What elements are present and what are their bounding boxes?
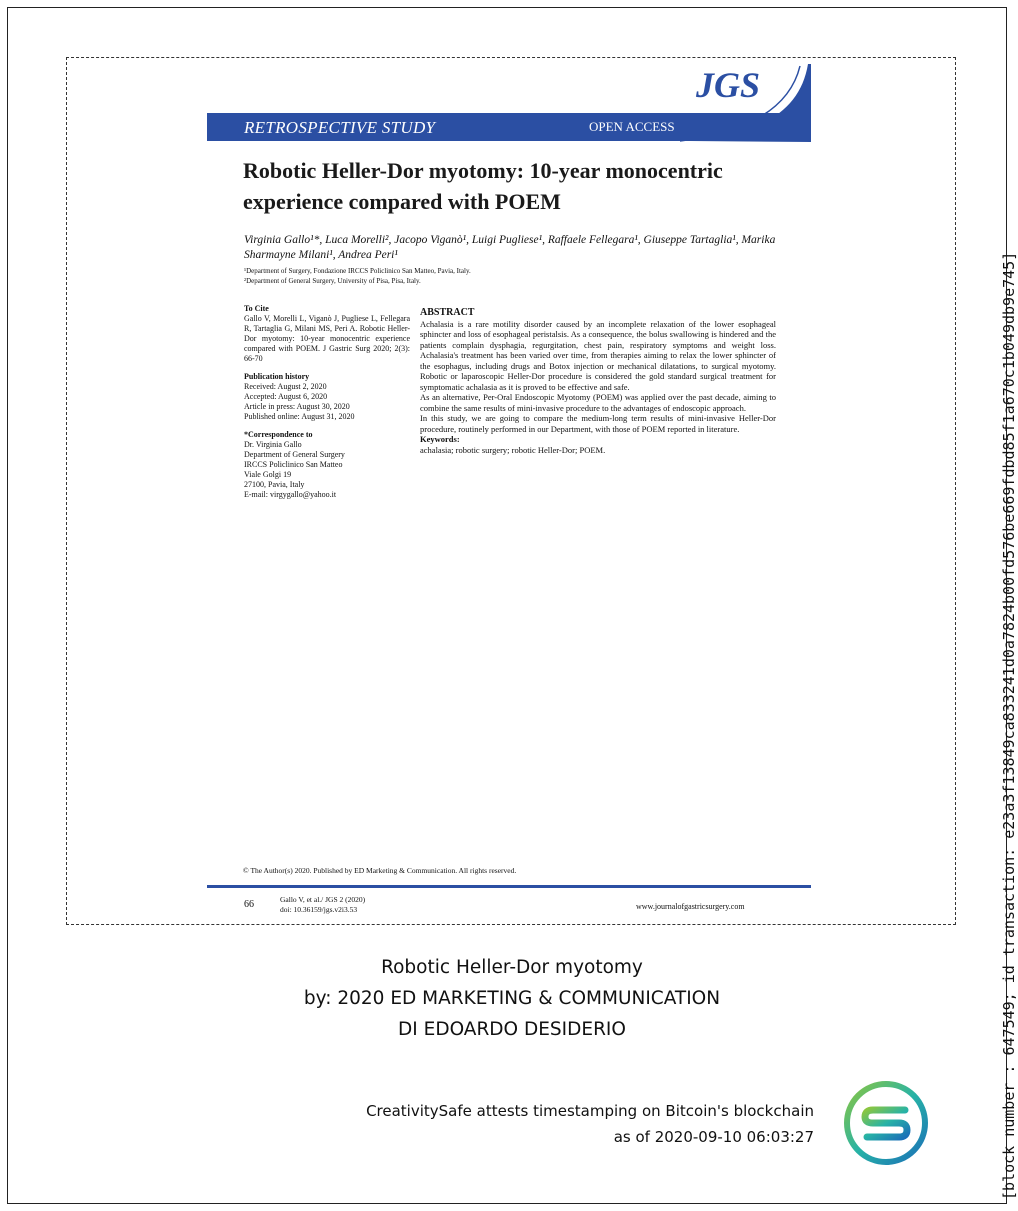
attestation-line: CreativitySafe attests timestamping on Bitcoin's blockchain	[366, 1102, 814, 1120]
journal-logo: JGS	[696, 65, 761, 105]
caption-owner-cont: DI EDOARDO DESIDERIO	[398, 1019, 626, 1040]
history-heading: Publication history	[244, 372, 310, 381]
author-list: Virginia Gallo¹*, Luca Morelli², Jacopo Viganò¹, Luigi Pugliese¹, Raffaele Fellegara¹, Giuseppe Tartaglia¹, Marika Sharmayne Milani¹, Andrea Peri¹	[244, 234, 776, 261]
history-item: Article in press: August 30, 2020	[244, 402, 350, 411]
abstract-section	[420, 308, 776, 455]
affiliation-2: ²Department of General Surgery, University of Pisa, Pisa, Italy.	[244, 277, 421, 285]
history-item: Received: August 2, 2020	[244, 382, 327, 391]
creativitysafe-logo-icon	[843, 1080, 929, 1166]
history-item: Published online: August 31, 2020	[244, 412, 355, 421]
correspondence-heading: *Correspondence to	[244, 430, 313, 439]
footer-rule	[207, 885, 811, 888]
copyright-notice: © The Author(s) 2020. Published by ED Marketing & Communication. All rights reserved.	[243, 866, 517, 875]
abstract-paragraph: Achalasia is a rare motility disorder caused by an incomplete relaxation of the lower esophageal sphincter and loss of esophageal peristalsis. As a consequence, the bolus swallowing is hindered and the patients complain dysphagia, regurgitation, chest pain, respiratory symptoms and weight loss. Achalasia's treatment has been varied over time, from therapies aiming to relax the lower sphincter of the esophagus, including drugs and Botox injection or mechanical dilatations, to surgical myotomy. Robotic or laparoscopic Heller-Dor procedure is considered the gold standard surgical treatment for symptomatic achalasia as it is proved to be effective and safe.	[420, 318, 776, 392]
keywords-text: achalasia; robotic surgery; robotic Heller-Dor; POEM.	[420, 444, 606, 455]
caption-title: Robotic Heller-Dor myotomy	[381, 957, 643, 978]
to-cite-text: Gallo V, Morelli L, Viganò J, Pugliese L, Fellegara R, Tartaglia G, Milani MS, Peri A. Robotic Heller-Dor myotomy: 10-year monocentric experience compared with POEM. J Gastric Surg 2020; 2(3): 66-70	[244, 314, 410, 363]
correspondence-line: Dr. Virginia Gallo	[244, 440, 302, 449]
article-info-column	[244, 301, 410, 500]
certificate-caption	[256, 952, 768, 1045]
correspondence-line: 27100, Pavia, Italy	[244, 480, 305, 489]
abstract-paragraph: In this study, we are going to compare the medium-long term results of mini-invasive Heller-Dor procedure, routinely performed in our Department, with those of POEM reported in literature.	[420, 413, 776, 434]
caption-owner: by: 2020 ED MARKETING & COMMUNICATION	[303, 988, 721, 1009]
affiliation-1: ¹Department of Surgery, Fondazione IRCCS Policlinico San Matteo, Pavia, Italy.	[244, 267, 471, 275]
keywords-heading: Keywords:	[420, 434, 460, 444]
paper-title: Robotic Heller-Dor myotomy: 10-year monocentric experience compared with POEM	[243, 158, 723, 214]
article-type-banner	[207, 113, 811, 141]
history-item: Accepted: August 6, 2020	[244, 392, 328, 401]
attestation	[300, 1098, 814, 1150]
page-number: 66	[244, 899, 254, 910]
correspondence-line: Viale Golgi 19	[244, 470, 292, 479]
article-type-label: RETROSPECTIVE STUDY	[244, 118, 436, 137]
correspondence-line: IRCCS Policlinico San Matteo	[244, 460, 343, 469]
footer-citation	[280, 895, 365, 915]
blockchain-transaction-id: [block number : 647549; id transaction: e23a3f13849ca833241d0a7824b00fd576be669fdbd85f1a670c1b049db9e745]	[1000, 251, 1018, 1200]
abstract-paragraph: As an alternative, Per-Oral Endoscopic Myotomy (POEM) was applied over the past decade, aiming to combine the same results of mini-invasive procedure to the advantages of endoscopic approach.	[420, 392, 776, 413]
journal-website: www.journalofgastricsurgery.com	[636, 902, 745, 911]
open-access-label: OPEN ACCESS	[589, 119, 675, 134]
footer-doi: doi: 10.36159/jgs.v2i3.53	[280, 905, 358, 914]
attestation-timestamp: as of 2020-09-10 06:03:27	[613, 1128, 814, 1146]
correspondence-line: Department of General Surgery	[244, 450, 345, 459]
footer-citation-line: Gallo V, et al./ JGS 2 (2020)	[280, 895, 366, 904]
to-cite-heading: To Cite	[244, 304, 269, 313]
abstract-heading: ABSTRACT	[420, 307, 475, 318]
correspondence-email: E-mail: virgygallo@yahoo.it	[244, 490, 337, 499]
